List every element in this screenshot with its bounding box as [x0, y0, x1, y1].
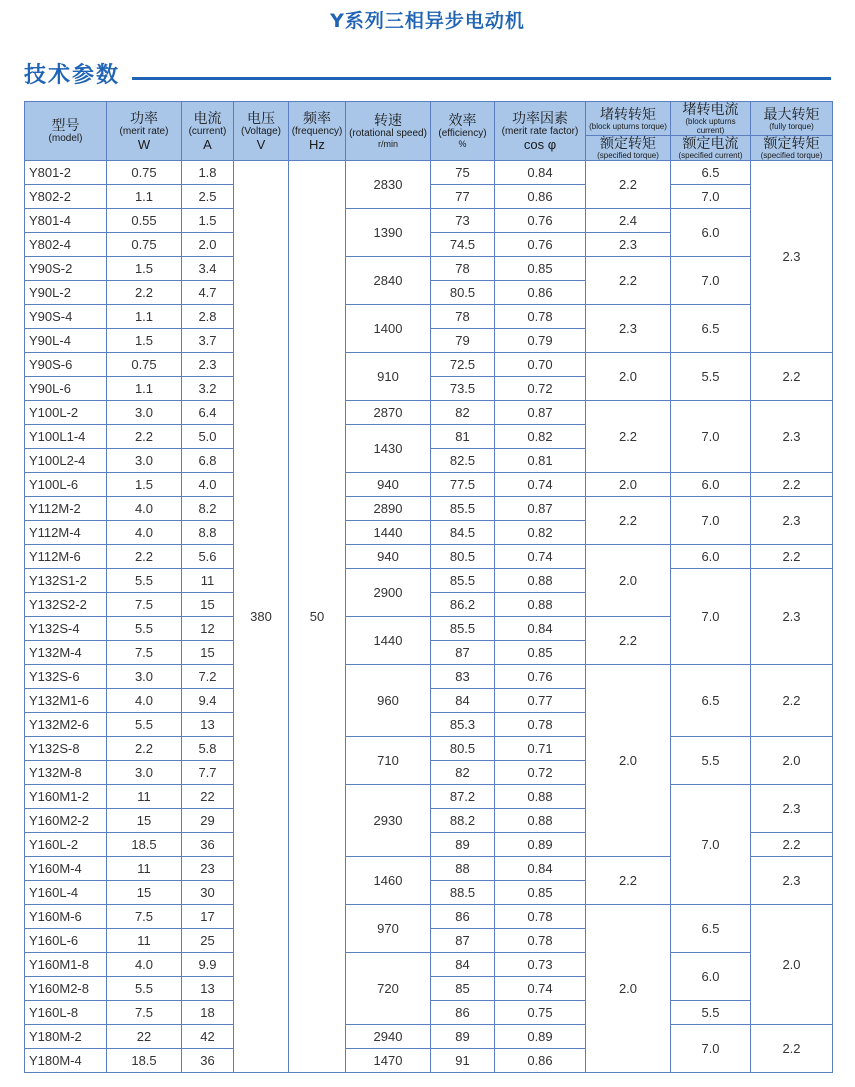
efficiency-cell: 88.2: [431, 809, 495, 833]
efficiency-cell: 81: [431, 425, 495, 449]
col-header-current: 电流 (current) A: [182, 102, 234, 161]
model-cell: Y160M-4: [25, 857, 107, 881]
max-torque-cell: 2.2: [751, 473, 833, 497]
model-cell: Y160M1-2: [25, 785, 107, 809]
model-cell: Y160L-8: [25, 1001, 107, 1025]
efficiency-cell: 88.5: [431, 881, 495, 905]
block-current-cell: 7.0: [671, 1025, 751, 1073]
block-torque-cell: 2.3: [586, 305, 671, 353]
col-header-model: 型号 (model): [25, 102, 107, 161]
efficiency-cell: 74.5: [431, 233, 495, 257]
current-cell: 23: [182, 857, 234, 881]
table-row: [25, 953, 833, 977]
efficiency-cell: 87: [431, 641, 495, 665]
power-factor-cell: 0.86: [495, 185, 586, 209]
frequency-cell: 50: [289, 161, 346, 1073]
col-subheader-rated-torque: 额定转矩 (specified torque): [586, 136, 671, 161]
power-factor-cell: 0.88: [495, 809, 586, 833]
col-header-efficiency: 效率 (efficiency) %: [431, 102, 495, 161]
table-row: [25, 353, 833, 377]
current-cell: 2.0: [182, 233, 234, 257]
voltage-cell: 380: [234, 161, 289, 1073]
efficiency-cell: 80.5: [431, 545, 495, 569]
col-header-speed: 转速 (rotational speed) r/min: [346, 102, 431, 161]
power-factor-cell: 0.72: [495, 377, 586, 401]
block-current-cell: 6.0: [671, 953, 751, 1001]
efficiency-cell: 91: [431, 1049, 495, 1073]
max-torque-cell: 2.3: [751, 569, 833, 665]
model-cell: Y90S-4: [25, 305, 107, 329]
block-current-cell: 6.0: [671, 209, 751, 257]
power-cell: 18.5: [107, 1049, 182, 1073]
table-row: [25, 401, 833, 425]
model-cell: Y160M2-2: [25, 809, 107, 833]
efficiency-cell: 86.2: [431, 593, 495, 617]
speed-cell: 1440: [346, 521, 431, 545]
max-torque-cell: 2.0: [751, 737, 833, 785]
power-cell: 0.55: [107, 209, 182, 233]
model-cell: Y112M-4: [25, 521, 107, 545]
power-factor-cell: 0.85: [495, 881, 586, 905]
efficiency-cell: 77.5: [431, 473, 495, 497]
power-factor-cell: 0.74: [495, 473, 586, 497]
power-factor-cell: 0.78: [495, 929, 586, 953]
block-current-cell: 6.5: [671, 905, 751, 953]
current-cell: 9.4: [182, 689, 234, 713]
col-header-voltage: 电压 (Voltage) V: [234, 102, 289, 161]
col-header-max-torque: 最大转矩 (fully torque): [751, 102, 833, 136]
power-cell: 5.5: [107, 977, 182, 1001]
current-cell: 5.8: [182, 737, 234, 761]
block-torque-cell: 2.2: [586, 617, 671, 665]
model-cell: Y802-4: [25, 233, 107, 257]
spec-table: [24, 101, 833, 1073]
block-current-cell: 7.0: [671, 401, 751, 473]
current-cell: 25: [182, 929, 234, 953]
block-torque-cell: 2.2: [586, 257, 671, 305]
model-cell: Y132S-4: [25, 617, 107, 641]
block-current-cell: 7.0: [671, 257, 751, 305]
efficiency-cell: 85: [431, 977, 495, 1001]
col-header-frequency: 频率 (frequency) Hz: [289, 102, 346, 161]
current-cell: 42: [182, 1025, 234, 1049]
power-cell: 3.0: [107, 449, 182, 473]
model-cell: Y132S-8: [25, 737, 107, 761]
power-factor-cell: 0.88: [495, 569, 586, 593]
table-row: [25, 257, 833, 281]
spec-table-body: [25, 161, 833, 1073]
model-cell: Y100L2-4: [25, 449, 107, 473]
power-factor-cell: 0.88: [495, 785, 586, 809]
efficiency-cell: 86: [431, 905, 495, 929]
speed-cell: 910: [346, 353, 431, 401]
block-current-cell: 7.0: [671, 785, 751, 905]
col-subheader-rated-current: 额定电流 (specified current): [671, 136, 751, 161]
efficiency-cell: 73: [431, 209, 495, 233]
model-cell: Y180M-4: [25, 1049, 107, 1073]
speed-cell: 2940: [346, 1025, 431, 1049]
power-factor-cell: 0.84: [495, 161, 586, 185]
block-torque-cell: 2.2: [586, 401, 671, 473]
efficiency-cell: 85.5: [431, 569, 495, 593]
speed-cell: 1390: [346, 209, 431, 257]
power-factor-cell: 0.76: [495, 209, 586, 233]
model-cell: Y132M2-6: [25, 713, 107, 737]
current-cell: 8.2: [182, 497, 234, 521]
block-current-cell: 6.5: [671, 665, 751, 737]
table-row: [25, 665, 833, 689]
efficiency-cell: 84: [431, 953, 495, 977]
efficiency-cell: 85.3: [431, 713, 495, 737]
block-torque-cell: 2.0: [586, 665, 671, 857]
power-cell: 22: [107, 1025, 182, 1049]
max-torque-cell: 2.2: [751, 1025, 833, 1073]
block-current-cell: 6.0: [671, 473, 751, 497]
block-torque-cell: 2.0: [586, 473, 671, 497]
block-current-cell: 5.5: [671, 1001, 751, 1025]
efficiency-cell: 77: [431, 185, 495, 209]
power-cell: 4.0: [107, 953, 182, 977]
efficiency-cell: 86: [431, 1001, 495, 1025]
power-factor-cell: 0.84: [495, 857, 586, 881]
power-cell: 7.5: [107, 593, 182, 617]
power-cell: 4.0: [107, 521, 182, 545]
max-torque-cell: 2.0: [751, 905, 833, 1025]
power-cell: 15: [107, 881, 182, 905]
power-cell: 5.5: [107, 617, 182, 641]
model-cell: Y112M-2: [25, 497, 107, 521]
block-torque-cell: 2.4: [586, 209, 671, 233]
col-header-power-factor: 功率因素 (merit rate factor) cos φ: [495, 102, 586, 161]
power-cell: 0.75: [107, 161, 182, 185]
model-cell: Y180M-2: [25, 1025, 107, 1049]
model-cell: Y90L-2: [25, 281, 107, 305]
block-current-cell: 6.5: [671, 161, 751, 185]
current-cell: 17: [182, 905, 234, 929]
speed-cell: 2930: [346, 785, 431, 857]
block-torque-cell: 2.0: [586, 545, 671, 617]
current-cell: 1.8: [182, 161, 234, 185]
power-cell: 2.2: [107, 737, 182, 761]
speed-cell: 2840: [346, 257, 431, 305]
current-cell: 15: [182, 593, 234, 617]
speed-cell: 720: [346, 953, 431, 1025]
efficiency-cell: 72.5: [431, 353, 495, 377]
power-factor-cell: 0.84: [495, 617, 586, 641]
table-row: [25, 905, 833, 929]
current-cell: 4.7: [182, 281, 234, 305]
current-cell: 15: [182, 641, 234, 665]
power-cell: 5.5: [107, 713, 182, 737]
current-cell: 5.0: [182, 425, 234, 449]
current-cell: 9.9: [182, 953, 234, 977]
power-cell: 7.5: [107, 641, 182, 665]
table-row: [25, 569, 833, 593]
max-torque-cell: 2.2: [751, 665, 833, 737]
power-cell: 18.5: [107, 833, 182, 857]
power-factor-cell: 0.89: [495, 833, 586, 857]
col-subheader-rated-torque-2: 额定转矩 (specified torque): [751, 136, 833, 161]
efficiency-cell: 82: [431, 761, 495, 785]
power-factor-cell: 0.76: [495, 233, 586, 257]
speed-cell: 970: [346, 905, 431, 953]
current-cell: 13: [182, 977, 234, 1001]
power-cell: 1.5: [107, 257, 182, 281]
efficiency-cell: 83: [431, 665, 495, 689]
table-row: [25, 737, 833, 761]
power-cell: 15: [107, 809, 182, 833]
block-current-cell: 7.0: [671, 185, 751, 209]
current-cell: 8.8: [182, 521, 234, 545]
model-cell: Y100L-6: [25, 473, 107, 497]
power-factor-cell: 0.82: [495, 425, 586, 449]
power-factor-cell: 0.87: [495, 497, 586, 521]
model-cell: Y132M-8: [25, 761, 107, 785]
current-cell: 2.3: [182, 353, 234, 377]
power-factor-cell: 0.74: [495, 545, 586, 569]
current-cell: 11: [182, 569, 234, 593]
efficiency-cell: 85.5: [431, 497, 495, 521]
current-cell: 4.0: [182, 473, 234, 497]
efficiency-cell: 75: [431, 161, 495, 185]
current-cell: 3.2: [182, 377, 234, 401]
speed-cell: 2830: [346, 161, 431, 209]
table-row: [25, 161, 833, 185]
max-torque-cell: 2.3: [751, 401, 833, 473]
current-cell: 5.6: [182, 545, 234, 569]
model-cell: Y132M-4: [25, 641, 107, 665]
speed-cell: 1440: [346, 617, 431, 665]
model-cell: Y801-2: [25, 161, 107, 185]
model-cell: Y90L-6: [25, 377, 107, 401]
speed-cell: 1430: [346, 425, 431, 473]
current-cell: 22: [182, 785, 234, 809]
power-cell: 3.0: [107, 665, 182, 689]
current-cell: 30: [182, 881, 234, 905]
efficiency-cell: 73.5: [431, 377, 495, 401]
current-cell: 7.7: [182, 761, 234, 785]
power-cell: 4.0: [107, 689, 182, 713]
table-row: [25, 497, 833, 521]
speed-cell: 940: [346, 473, 431, 497]
efficiency-cell: 80.5: [431, 737, 495, 761]
power-cell: 0.75: [107, 353, 182, 377]
max-torque-cell: 2.2: [751, 833, 833, 857]
max-torque-cell: 2.3: [751, 161, 833, 353]
max-torque-cell: 2.3: [751, 785, 833, 833]
current-cell: 36: [182, 1049, 234, 1073]
max-torque-cell: 2.3: [751, 857, 833, 905]
efficiency-cell: 79: [431, 329, 495, 353]
speed-cell: 960: [346, 665, 431, 737]
speed-cell: 1460: [346, 857, 431, 905]
power-factor-cell: 0.70: [495, 353, 586, 377]
block-torque-cell: 2.2: [586, 161, 671, 209]
power-cell: 11: [107, 929, 182, 953]
power-factor-cell: 0.76: [495, 665, 586, 689]
current-cell: 6.4: [182, 401, 234, 425]
power-factor-cell: 0.89: [495, 1025, 586, 1049]
power-factor-cell: 0.86: [495, 1049, 586, 1073]
power-cell: 1.5: [107, 329, 182, 353]
power-factor-cell: 0.78: [495, 713, 586, 737]
efficiency-cell: 87.2: [431, 785, 495, 809]
power-factor-cell: 0.85: [495, 257, 586, 281]
block-current-cell: 6.5: [671, 305, 751, 353]
block-torque-cell: 2.2: [586, 857, 671, 905]
power-cell: 1.1: [107, 305, 182, 329]
current-cell: 2.5: [182, 185, 234, 209]
section-title: 技术参数: [24, 63, 121, 88]
power-factor-cell: 0.72: [495, 761, 586, 785]
model-cell: Y90S-2: [25, 257, 107, 281]
current-cell: 29: [182, 809, 234, 833]
power-cell: 3.0: [107, 761, 182, 785]
max-torque-cell: 2.3: [751, 497, 833, 545]
power-cell: 7.5: [107, 905, 182, 929]
table-row: [25, 785, 833, 809]
power-factor-cell: 0.82: [495, 521, 586, 545]
efficiency-cell: 89: [431, 1025, 495, 1049]
power-cell: 7.5: [107, 1001, 182, 1025]
model-cell: Y100L1-4: [25, 425, 107, 449]
current-cell: 3.7: [182, 329, 234, 353]
power-factor-cell: 0.81: [495, 449, 586, 473]
current-cell: 18: [182, 1001, 234, 1025]
model-cell: Y160L-2: [25, 833, 107, 857]
block-current-cell: 6.0: [671, 545, 751, 569]
power-factor-cell: 0.77: [495, 689, 586, 713]
efficiency-cell: 78: [431, 257, 495, 281]
efficiency-cell: 78: [431, 305, 495, 329]
block-current-cell: 5.5: [671, 737, 751, 785]
power-cell: 1.1: [107, 185, 182, 209]
document-title: Y系列三相异步电动机: [330, 10, 525, 32]
current-cell: 2.8: [182, 305, 234, 329]
power-cell: 5.5: [107, 569, 182, 593]
current-cell: 13: [182, 713, 234, 737]
table-row: [25, 1025, 833, 1049]
efficiency-cell: 84: [431, 689, 495, 713]
model-cell: Y90S-6: [25, 353, 107, 377]
block-torque-cell: 2.3: [586, 233, 671, 257]
efficiency-cell: 80.5: [431, 281, 495, 305]
speed-cell: 2870: [346, 401, 431, 425]
current-cell: 3.4: [182, 257, 234, 281]
current-cell: 36: [182, 833, 234, 857]
efficiency-cell: 88: [431, 857, 495, 881]
power-factor-cell: 0.73: [495, 953, 586, 977]
block-current-cell: 5.5: [671, 353, 751, 401]
power-factor-cell: 0.88: [495, 593, 586, 617]
col-header-block-current: 堵转电流 (block upturns current): [671, 102, 751, 136]
efficiency-cell: 82.5: [431, 449, 495, 473]
current-cell: 12: [182, 617, 234, 641]
block-torque-cell: 2.0: [586, 353, 671, 401]
efficiency-cell: 85.5: [431, 617, 495, 641]
current-cell: 6.8: [182, 449, 234, 473]
power-cell: 11: [107, 857, 182, 881]
table-row: [25, 305, 833, 329]
block-current-cell: 7.0: [671, 569, 751, 665]
power-cell: 2.2: [107, 545, 182, 569]
model-cell: Y132S1-2: [25, 569, 107, 593]
model-cell: Y132S-6: [25, 665, 107, 689]
table-row: [25, 473, 833, 497]
model-cell: Y160L-6: [25, 929, 107, 953]
power-cell: 1.1: [107, 377, 182, 401]
max-torque-cell: 2.2: [751, 353, 833, 401]
block-torque-cell: 2.2: [586, 497, 671, 545]
model-cell: Y160M1-8: [25, 953, 107, 977]
power-cell: 2.2: [107, 281, 182, 305]
speed-cell: 2890: [346, 497, 431, 521]
speed-cell: 940: [346, 545, 431, 569]
model-cell: Y802-2: [25, 185, 107, 209]
current-cell: 1.5: [182, 209, 234, 233]
table-row: [25, 209, 833, 233]
power-cell: 4.0: [107, 497, 182, 521]
power-cell: 0.75: [107, 233, 182, 257]
table-row: [25, 545, 833, 569]
power-factor-cell: 0.78: [495, 905, 586, 929]
power-factor-cell: 0.86: [495, 281, 586, 305]
power-cell: 1.5: [107, 473, 182, 497]
power-cell: 2.2: [107, 425, 182, 449]
model-cell: Y160M2-8: [25, 977, 107, 1001]
efficiency-cell: 82: [431, 401, 495, 425]
efficiency-cell: 87: [431, 929, 495, 953]
power-factor-cell: 0.71: [495, 737, 586, 761]
efficiency-cell: 89: [431, 833, 495, 857]
model-cell: Y160L-4: [25, 881, 107, 905]
current-cell: 7.2: [182, 665, 234, 689]
block-torque-cell: 2.0: [586, 905, 671, 1073]
power-factor-cell: 0.78: [495, 305, 586, 329]
col-header-block-torque: 堵转转矩 (block upturns torque): [586, 102, 671, 136]
section-title-rule: [132, 77, 831, 80]
model-cell: Y801-4: [25, 209, 107, 233]
speed-cell: 1400: [346, 305, 431, 353]
max-torque-cell: 2.2: [751, 545, 833, 569]
col-header-power: 功率 (merit rate) W: [107, 102, 182, 161]
model-cell: Y112M-6: [25, 545, 107, 569]
block-current-cell: 7.0: [671, 497, 751, 545]
power-cell: 11: [107, 785, 182, 809]
power-factor-cell: 0.85: [495, 641, 586, 665]
power-factor-cell: 0.74: [495, 977, 586, 1001]
speed-cell: 2900: [346, 569, 431, 617]
model-cell: Y160M-6: [25, 905, 107, 929]
speed-cell: 1470: [346, 1049, 431, 1073]
power-factor-cell: 0.87: [495, 401, 586, 425]
model-cell: Y132M1-6: [25, 689, 107, 713]
model-cell: Y100L-2: [25, 401, 107, 425]
model-cell: Y90L-4: [25, 329, 107, 353]
power-factor-cell: 0.75: [495, 1001, 586, 1025]
speed-cell: 710: [346, 737, 431, 785]
power-factor-cell: 0.79: [495, 329, 586, 353]
model-cell: Y132S2-2: [25, 593, 107, 617]
power-cell: 3.0: [107, 401, 182, 425]
efficiency-cell: 84.5: [431, 521, 495, 545]
